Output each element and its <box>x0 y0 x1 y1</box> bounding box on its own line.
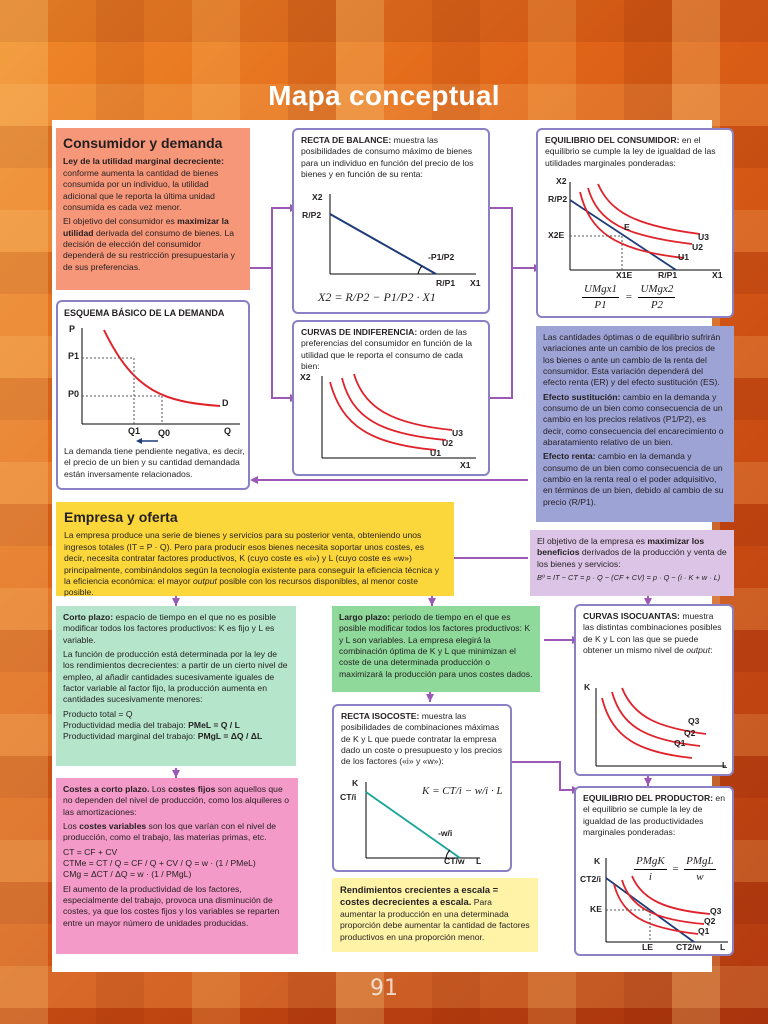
consumer-equilibrium-description <box>545 135 725 169</box>
utility-law-bold: Ley de la utilidad marginal decreciente: <box>63 156 224 167</box>
company-text-start: La empresa produce una serie de bienes y servicios para su posterior venta, obteniendo unos ingresos totales (IT = P · Q). Pero para producir esos bienes necesita soportar unos costes, es decir, necesita contratar factores productivos, K (cuyo coste es «i») y L (cuyo coste es «w») principalmente, combinándolos según la tecnología existente para conseguir la eficiencia técnica y la eficiencia económica: el mayor <box>64 530 440 586</box>
ce-label-u2: U2 <box>692 242 703 252</box>
pe-formula-left-num: PMgK <box>634 854 667 870</box>
short-run-costs-box <box>56 778 298 954</box>
budget-axis-x2: X2 <box>312 192 323 202</box>
ce-label-u3: U3 <box>698 232 709 242</box>
demand-label-p0: P0 <box>68 389 80 399</box>
returns-to-scale-bold: Rendimientos crecientes a escala = costes decrecientes a escala. <box>340 884 499 908</box>
fixed-costs-text: son aquellos que no dependen del nivel de producción, como los alquileres o las amortizaciones: <box>63 784 289 817</box>
pe-label-ct2-i: CT2/i <box>580 874 602 884</box>
returns-to-scale-text <box>340 884 530 943</box>
consumer-objective-paragraph <box>63 216 243 273</box>
ce-formula-right-den: P2 <box>650 298 664 311</box>
budget-line-box <box>292 128 490 314</box>
budget-line-chart <box>300 190 486 280</box>
indifference-axis-x2: X2 <box>300 372 311 382</box>
company-objective-rest: derivados de la producción y venta de los bienes y servicios: <box>537 547 727 569</box>
producer-equilibrium-text: en el equilibrio se cumple la ley de igualdad de las productividades marginales ponderadas: <box>583 793 725 838</box>
ce-formula-right-num: UMgx2 <box>638 282 675 298</box>
pe-label-ct2-w: CT2/w <box>676 942 702 952</box>
isoquant-label-q1: Q1 <box>674 738 686 748</box>
total-cost-formula: CT = CF + CV <box>63 846 118 857</box>
fixed-costs-start: Los <box>149 784 169 794</box>
demand-label-d: D <box>222 398 229 408</box>
isocost-text: muestra las posibilidades de combinaciones máximas de K y L que puede contratar la empresa dado un coste o presupuesto y los precios de los factores («i» y «w»): <box>341 711 502 767</box>
marginal-productivity-label: Productividad marginal del trabajo: <box>63 731 198 742</box>
consumer-equilibrium-chart <box>544 178 730 276</box>
income-effect-bold: Efecto renta: <box>543 451 596 462</box>
ce-label-e: E <box>624 222 630 232</box>
ce-axis-x1: X1 <box>712 270 723 280</box>
ce-label-r-p1: R/P1 <box>658 270 678 280</box>
isocost-slope-label: -w/i <box>438 828 453 838</box>
effects-intro: Las cantidades óptimas o de equilibrio sufrirán variaciones ante un cambio de los precios de los bienes o ante un cambio de la renta del consumidor. Esta variación dependerá del efecto renta (ER) y del efecto sustitución (ES). <box>543 332 721 388</box>
isocost-axis-l: L <box>476 856 482 866</box>
demand-label-p1: P1 <box>68 351 80 361</box>
average-productivity-label: Productividad media del trabajo: <box>63 720 189 731</box>
isoquant-description <box>583 611 725 656</box>
ce-axis-x2: X2 <box>556 176 567 186</box>
substitution-effect-bold: Efecto sustitución: <box>543 391 621 402</box>
company-objective-box <box>530 530 734 596</box>
average-cost-formula: CTMe = CT / Q = CF / Q + CV / Q = w · (1 / PMeL) <box>63 858 256 869</box>
company-supply-text <box>64 530 446 598</box>
pe-axis-k: K <box>594 856 601 866</box>
indifference-axis-x1: X1 <box>460 460 471 470</box>
isoquant-heading: CURVAS ISOCUANTAS: <box>583 611 680 621</box>
isoquant-box <box>574 604 734 776</box>
demand-axis-p: P <box>69 324 76 334</box>
isocost-label-ct-i: CT/i <box>340 792 357 802</box>
demand-label-q0: Q0 <box>158 428 171 438</box>
short-run-production: La función de producción está determinada por la ley de los rendimientos decrecientes: a partir de un cierto nivel de empleo, al añadir cantidades sucesivamente iguales de factor variable al factor fijo, la producción aumenta en cantidades sucesivamente menores: <box>63 649 288 705</box>
isoquant-italic: output <box>686 645 711 656</box>
pe-label-ke: KE <box>590 904 602 914</box>
page-title: Mapa conceptual <box>268 80 500 111</box>
pe-label-le: LE <box>642 942 653 952</box>
budget-line-heading: RECTA DE BALANCE: <box>301 135 392 145</box>
returns-to-scale-box <box>332 878 538 952</box>
consumer-demand-heading: Consumidor y demanda <box>63 135 223 151</box>
indifference-label-u3: U3 <box>452 428 463 438</box>
company-supply-heading: Empresa y oferta <box>64 509 178 525</box>
pe-axis-l: L <box>720 942 726 952</box>
long-run-box <box>332 606 540 692</box>
marginal-productivity-formula: PMgL = ΔQ / ΔL <box>197 731 263 742</box>
long-run-body: periodo de tiempo en el que es posible modificar todos los factores productivos: K y L son variables. La empresa elegirá la combinación óptima de K y L que minimizan el coste de una determinada producción o maximizará la producción para unos costes dados. <box>339 612 533 679</box>
pe-label-q1: Q1 <box>698 926 710 936</box>
ce-label-r-p2: R/P2 <box>548 194 568 204</box>
total-product-line: Producto total = Q <box>63 708 133 719</box>
budget-slope-label: -P1/P2 <box>428 252 455 262</box>
profit-formula: Bº = IT − CT = p · Q − (CF + CV) = p · Q − (i · K + w · L) <box>537 573 721 583</box>
page-number: 91 <box>370 976 398 1001</box>
pe-formula-right-num: PMgL <box>684 854 716 870</box>
indifference-heading: CURVAS DE INDIFERENCIA: <box>301 327 418 337</box>
consumer-objective-bold: maximizar la utilidad <box>63 216 229 238</box>
ce-formula: UMgx1 P1 = UMgx2 P2 <box>584 283 674 311</box>
budget-axis-x1: X1 <box>470 278 481 288</box>
isocost-heading: RECTA ISOCOSTE: <box>341 711 420 721</box>
marginal-productivity-line <box>63 731 289 742</box>
pe-formula-right-den: w <box>696 870 704 883</box>
indifference-description <box>301 327 481 372</box>
ce-label-x1e: X1E <box>616 270 633 280</box>
demand-scheme-heading: ESQUEMA BÁSICO DE LA DEMANDA <box>64 308 225 318</box>
marginal-cost-formula: CMg = ΔCT / ΔQ = w · (1 / PMgL) <box>63 869 192 880</box>
short-run-box <box>56 606 296 766</box>
variable-costs-bold: costes variables <box>79 821 147 832</box>
demand-chart <box>64 324 246 432</box>
short-run-costs-heading: Costes a corto plazo. <box>63 784 150 794</box>
pe-label-q3: Q3 <box>710 906 722 916</box>
company-objective-bold: maximizar los beneficios <box>537 536 705 558</box>
pe-formula-left-den: i <box>648 870 652 883</box>
indifference-curves-box <box>292 320 490 476</box>
indifference-label-u2: U2 <box>442 438 453 448</box>
long-run-heading: Largo plazo: <box>339 612 391 622</box>
isoquant-label-q3: Q3 <box>688 716 700 726</box>
consumer-equilibrium-heading: EQUILIBRIO DEL CONSUMIDOR: <box>545 135 680 145</box>
isocost-description <box>341 711 503 768</box>
demand-scheme-box <box>56 300 250 490</box>
consumer-demand-box <box>56 128 250 290</box>
company-objective-start: El objetivo de la empresa es <box>537 536 648 546</box>
budget-label-r-p1: R/P1 <box>436 278 456 288</box>
variable-costs-text: son los que varían con el nivel de producción, como el trabajo, las materias primas, etc. <box>63 821 277 843</box>
income-effect-text: cambio en la demanda y consumo de un bien como consecuencia de un cambio en la renta real o el poder adquisitivo, en términos de un bien, debido al cambio de su precio (R/P1). <box>543 451 724 507</box>
pe-formula: PMgK i = PMgL w <box>636 855 714 883</box>
company-supply-box <box>56 502 454 596</box>
isocost-formula: K = CT/i − w/i · L <box>422 785 503 797</box>
indifference-label-u1: U1 <box>430 448 441 458</box>
ce-label-x2e: X2E <box>548 230 565 240</box>
consumer-objective-start: El objetivo del consumidor es <box>63 216 178 227</box>
isoquant-chart <box>582 684 730 772</box>
ce-formula-left-den: P1 <box>594 298 607 311</box>
average-productivity-formula: PMeL = Q / L <box>188 720 240 731</box>
producer-equilibrium-heading: EQUILIBRIO DEL PRODUCTOR: <box>583 793 714 803</box>
isoquant-text: muestra las distintas combinaciones posibles de K y L con las que se puede obtener un mismo nivel de <box>583 611 722 656</box>
productivity-cost-paragraph: El aumento de la productividad de los factores, especialmente del trabajo, provoca una disminución de costes, ya que los costes fijos y los variables se reparten entre un mayor número de unidades producidas. <box>63 883 280 928</box>
short-run-intro <box>63 612 289 646</box>
consumer-objective-text: derivada del consumo de bienes. La decisión de elección del consumidor dependerá de su restricción presupuestaria y de sus preferencias. <box>63 227 235 272</box>
company-objective-text <box>537 536 727 570</box>
budget-label-r-p2: R/P2 <box>302 210 322 220</box>
variable-costs-paragraph <box>63 821 291 844</box>
long-run-text <box>339 612 533 680</box>
ce-label-u1: U1 <box>678 252 689 262</box>
demand-axis-q: Q <box>224 426 232 436</box>
short-run-heading: Corto plazo: <box>63 612 114 622</box>
indifference-chart <box>300 372 486 466</box>
ce-formula-left-num: UMgx1 <box>582 282 619 298</box>
isoquant-axis-k: K <box>584 682 591 692</box>
budget-line-formula: X2 = R/P2 − P1/P2 · X1 <box>318 290 436 304</box>
substitution-effect-paragraph <box>543 392 727 449</box>
isoquant-label-q2: Q2 <box>684 728 696 738</box>
returns-to-scale-body: Para aumentar la producción en una determinada proporción debe aumentar la cantidad de factores productivos en una proporción menor. <box>340 897 530 942</box>
substitution-effect-text: cambio en la demanda y consumo de un bien como consecuencia de un cambio en los precios relativos (P1/P2), es decir, como consecuencia del encarecimiento o abaratamiento relativo de un bien. <box>543 391 724 448</box>
consumer-equilibrium-text: en el equilibrio se cumple la ley de igualdad de las utilidades marginales ponderadas: <box>545 135 716 168</box>
utility-law-text: conforme aumenta la cantidad de bienes consumida por un individuo, la utilidad adicional que le reporta la última unidad consumida es cada vez menor. <box>63 167 219 212</box>
consumer-equilibrium-box <box>536 128 734 318</box>
indifference-text: orden de las preferencias del consumidor en función de la utilidad que le reporta el consumo de cada bien: <box>301 327 473 372</box>
effects-box <box>536 326 734 522</box>
pe-label-q2: Q2 <box>704 916 716 926</box>
isoquant-text-end: : <box>710 645 713 656</box>
variable-costs-start: Los <box>63 821 80 832</box>
company-text-italic: output <box>192 575 217 586</box>
producer-equilibrium-box <box>574 786 734 956</box>
fixed-costs-bold: costes fijos <box>168 784 216 794</box>
average-productivity-line <box>63 720 289 731</box>
budget-line-text: muestra las posibilidades de consumo máximo de bienes para un individuo en función del precio de los bienes y en función de su renta: <box>301 135 474 180</box>
isoquant-axis-l: L <box>722 760 728 770</box>
company-text-end: posible con los recursos disponibles, al menor coste posible. <box>64 575 418 598</box>
isocost-axis-k: K <box>352 778 359 788</box>
isocost-label-ct-w: CT/w <box>444 856 465 866</box>
fixed-costs-paragraph <box>63 784 291 818</box>
demand-description: La demanda tiene pendiente negativa, es decir, el precio de un bien y su cantidad demandada están inversamente relacionados. <box>64 446 245 479</box>
budget-line-description <box>301 135 481 180</box>
income-effect-paragraph <box>543 451 727 508</box>
producer-equilibrium-description <box>583 793 725 838</box>
short-run-intro-text: espacio de tiempo en el que no es posible modificar todos los factores productivos: K es fijo y L es variable. <box>63 612 277 645</box>
isocost-box <box>332 704 512 872</box>
utility-law-paragraph <box>63 156 243 213</box>
demand-label-q1: Q1 <box>128 426 141 436</box>
